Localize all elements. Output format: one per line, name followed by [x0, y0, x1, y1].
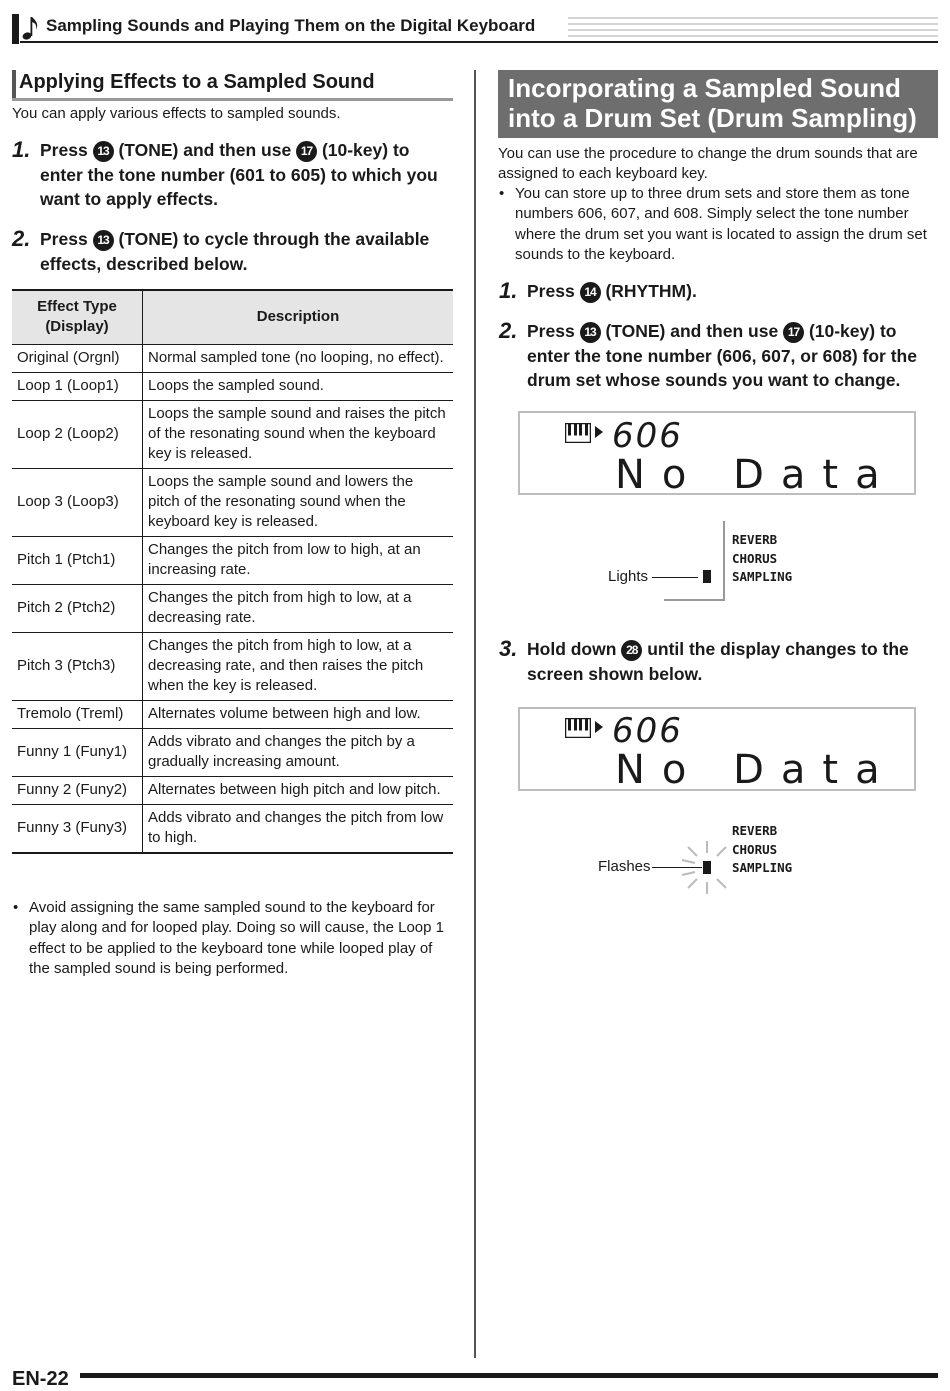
effect-type: Pitch 2 (Ptch2)	[12, 585, 143, 633]
flashes-callout: Flashes	[598, 858, 651, 875]
music-note-icon	[22, 15, 40, 41]
right-step-2	[499, 318, 938, 393]
table-row	[12, 633, 453, 701]
table-row	[12, 729, 453, 777]
step-text: (10-key) to enter the tone number (601 to 605) to which you want to apply effects.	[40, 140, 438, 209]
effect-type: Funny 3 (Funy3)	[12, 805, 143, 854]
button-14-badge: 14	[580, 282, 601, 303]
left-intro: You can apply various effects to sampled sounds.	[12, 105, 341, 122]
triangle-pointer-icon	[595, 426, 603, 438]
sampling-label: SAMPLING	[732, 860, 793, 875]
callout-line	[652, 577, 698, 578]
table-row	[12, 701, 453, 729]
lcd-tone-number: 606	[612, 711, 683, 751]
button-13-badge: 13	[93, 230, 114, 251]
bullet-dot: •	[499, 185, 505, 202]
column-divider	[474, 70, 476, 1358]
step-number: 1.	[499, 278, 518, 303]
table-header: Effect Type (Display)	[12, 290, 143, 345]
right-step-1	[499, 278, 938, 304]
lights-callout: Lights	[608, 568, 649, 585]
button-28-badge: 28	[621, 640, 642, 661]
section-bar	[12, 70, 16, 100]
table-row	[12, 401, 453, 469]
left-step-2	[12, 226, 454, 276]
effect-description: Loops the sample sound and lowers the pitch of the resonating sound when the keyboard key is released.	[143, 469, 454, 537]
table-row	[12, 777, 453, 805]
step-text: (10-key) to enter the tone number (606, 607, or 608) for the drum set whose sounds you want to change.	[527, 321, 917, 390]
effects-table	[12, 289, 453, 854]
table-header-row	[12, 290, 453, 345]
header-bar	[12, 14, 19, 44]
sampling-indicator-lit	[703, 570, 711, 583]
table-row	[12, 469, 453, 537]
piano-keyboard-icon	[565, 718, 591, 738]
left-bullet-note	[13, 898, 453, 980]
table-row	[12, 585, 453, 633]
table-row	[12, 345, 453, 373]
table-row	[12, 805, 453, 854]
step-text: Press	[527, 281, 575, 301]
indicator-labels	[732, 822, 792, 878]
step-text: (TONE) and then use	[118, 140, 292, 160]
step-number: 2.	[12, 226, 31, 251]
indicator-panel-edge	[664, 599, 725, 601]
step-number: 1.	[12, 137, 31, 162]
chorus-label: CHORUS	[732, 841, 778, 857]
footer-rule	[80, 1373, 938, 1378]
effect-type: Funny 2 (Funy2)	[12, 777, 143, 805]
lcd-tone-number: 606	[612, 416, 683, 456]
effect-type: Funny 1 (Funy1)	[12, 729, 143, 777]
effect-type: Loop 2 (Loop2)	[12, 401, 143, 469]
step-text: Press	[40, 140, 88, 160]
step-number: 2.	[499, 318, 518, 343]
bullet-text: You can store up to three drum sets and store them as tone numbers 606, 607, and 608. Simply select the tone number where the drum set you want is located to assign the drum set sounds to the keyboard.	[515, 185, 927, 264]
button-17-badge: 17	[783, 322, 804, 343]
step-text: Press	[527, 321, 575, 341]
right-step-3	[499, 636, 938, 686]
right-bullet-note	[499, 184, 938, 266]
piano-keyboard-icon	[565, 423, 591, 443]
effect-type: Original (Orgnl)	[12, 345, 143, 373]
effect-description: Changes the pitch from high to low, at a decreasing rate, and then raises the pitch when the key is released.	[143, 633, 454, 701]
table-header: Description	[143, 290, 454, 345]
page-number: EN-22	[12, 1368, 69, 1390]
effect-type: Tremolo (Treml)	[12, 701, 143, 729]
left-step-1	[12, 137, 454, 212]
effect-description: Loops the sampled sound.	[143, 373, 454, 401]
button-13-badge: 13	[580, 322, 601, 343]
effect-type: Pitch 3 (Ptch3)	[12, 633, 143, 701]
header-title: Sampling Sounds and Playing Them on the Digital Keyboard	[46, 16, 536, 35]
chorus-label: CHORUS	[732, 550, 778, 566]
bullet-text: Avoid assigning the same sampled sound to the keyboard for play along and for looped play. Doing so will cause, the Loop 1 effect to be applied to the keyboard tone while looped play of the sampled sound is being performed.	[29, 899, 444, 978]
effect-type: Loop 3 (Loop3)	[12, 469, 143, 537]
reverb-label: REVERB	[732, 823, 778, 838]
lcd-message: No Data	[615, 747, 897, 793]
effect-type: Loop 1 (Loop1)	[12, 373, 143, 401]
effect-description: Adds vibrato and changes the pitch from low to high.	[143, 805, 454, 854]
effect-description: Alternates between high pitch and low pitch.	[143, 777, 454, 805]
indicator-labels	[732, 531, 792, 587]
section-title-drum-sampling: Incorporating a Sampled Sound into a Drum Set (Drum Sampling)	[508, 73, 917, 133]
triangle-pointer-icon	[595, 721, 603, 733]
effect-description: Changes the pitch from high to low, at a decreasing rate.	[143, 585, 454, 633]
effect-description: Loops the sample sound and raises the pitch of the resonating sound when the keyboard key is released.	[143, 401, 454, 469]
effect-description: Adds vibrato and changes the pitch by a gradually increasing amount.	[143, 729, 454, 777]
effect-type: Pitch 1 (Ptch1)	[12, 537, 143, 585]
button-17-badge: 17	[296, 141, 317, 162]
effect-description: Alternates volume between high and low.	[143, 701, 454, 729]
table-row	[12, 537, 453, 585]
indicator-panel-edge	[723, 521, 725, 601]
step-text: Press	[40, 229, 88, 249]
step-number: 3.	[499, 636, 518, 661]
callout-line	[652, 867, 702, 868]
table-row	[12, 373, 453, 401]
step-text: Hold down	[527, 639, 617, 659]
reverb-label: REVERB	[732, 532, 778, 547]
bullet-dot: •	[13, 899, 19, 916]
sampling-label: SAMPLING	[732, 569, 793, 584]
section-title-effects: Applying Effects to a Sampled Sound	[19, 71, 375, 93]
step-text: (TONE) and then use	[605, 321, 779, 341]
step-text: (RHYTHM).	[605, 281, 697, 301]
button-13-badge: 13	[93, 141, 114, 162]
effect-description: Normal sampled tone (no looping, no effect).	[143, 345, 454, 373]
effect-description: Changes the pitch from low to high, at an increasing rate.	[143, 537, 454, 585]
section-rule	[12, 98, 453, 101]
step-text: until the display changes to the screen shown below.	[527, 639, 909, 684]
step-text: (TONE) to cycle through the available effects, described below.	[40, 229, 430, 274]
right-intro: You can use the procedure to change the drum sounds that are assigned to each keyboard key.	[498, 145, 918, 182]
lcd-message: No Data	[615, 452, 897, 498]
